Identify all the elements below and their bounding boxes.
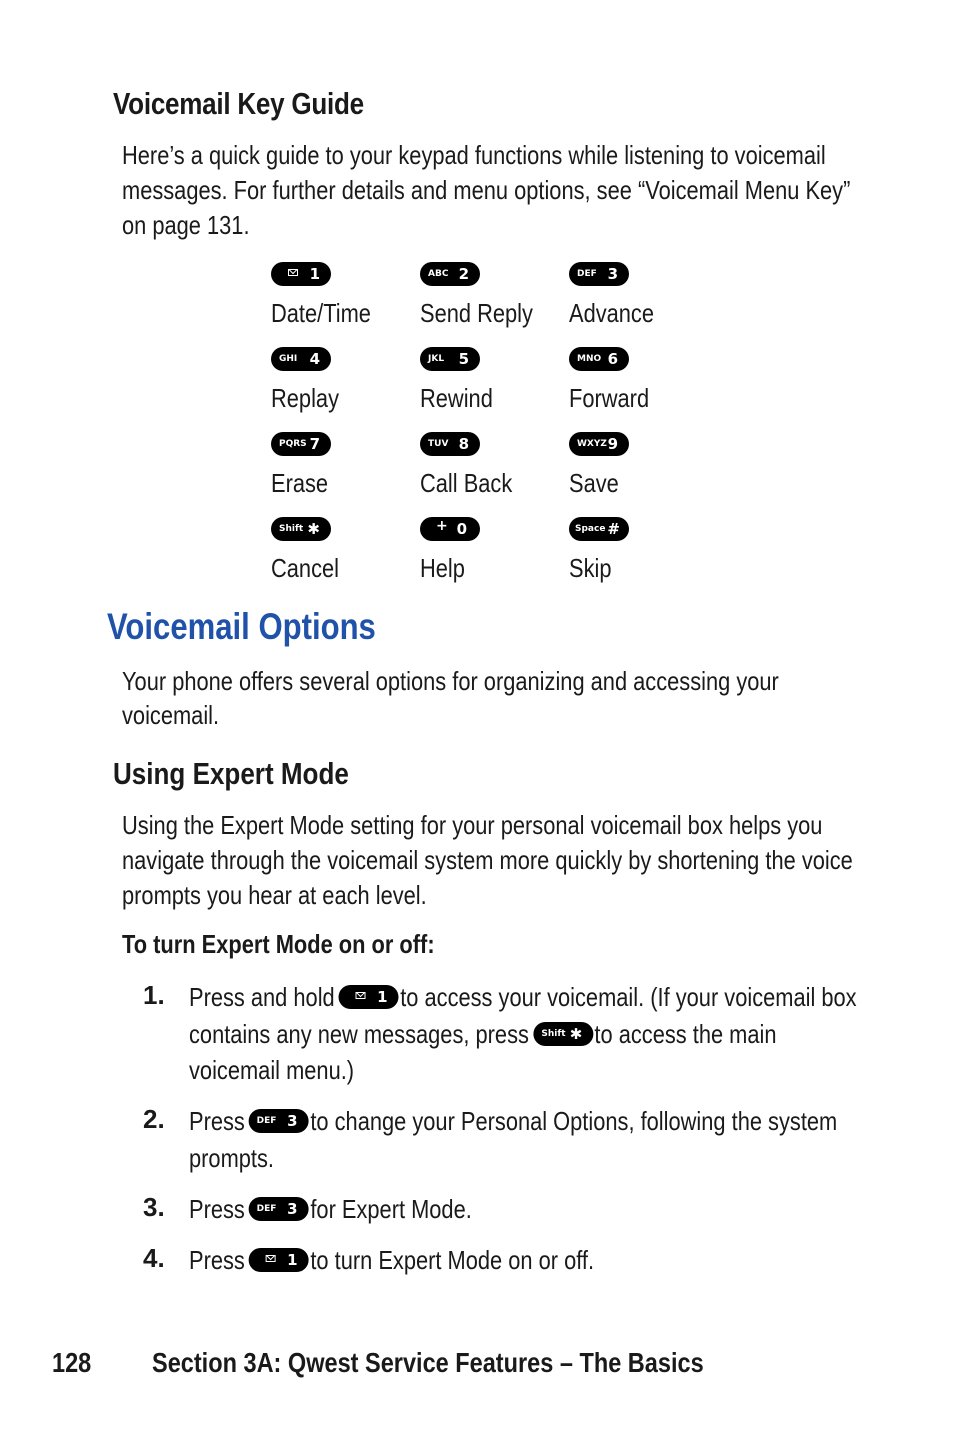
key-2-icon: ABC 2	[420, 262, 480, 286]
key-5-icon: JKL 5	[420, 347, 480, 371]
envelope-icon	[266, 1255, 276, 1262]
section-footer: Section 3A: Qwest Service Features – The Basics	[152, 1347, 704, 1378]
key-1-icon: 1	[249, 1248, 309, 1272]
page-number: 128	[52, 1347, 92, 1378]
step-line	[189, 1243, 594, 1277]
step-text: contains any new messages, press	[189, 1019, 529, 1049]
key-function-label: Send Reply	[420, 298, 533, 328]
key-function-label: Advance	[569, 298, 654, 328]
envelope-icon	[356, 992, 366, 999]
step-line	[189, 980, 857, 1014]
key-function-label: Save	[569, 468, 619, 498]
guide-intro-line: messages. For further details and menu options, see “Voicemail Menu Key”	[122, 175, 851, 205]
step-line: prompts.	[189, 1143, 274, 1173]
step-number: 4.	[143, 1243, 165, 1273]
step-number: 3.	[143, 1192, 165, 1222]
expert-intro-line: prompts you hear at each level.	[122, 880, 427, 910]
step-number: 1.	[143, 980, 165, 1010]
key-pound-icon: Space #	[569, 517, 629, 541]
key-0-icon: + 0	[420, 517, 480, 541]
step-text: for Expert Mode.	[310, 1194, 472, 1224]
key-3-icon: DEF 3	[249, 1197, 309, 1221]
key-function-label: Call Back	[420, 468, 513, 498]
options-intro-line: Your phone offers several options for organizing and accessing your	[122, 666, 779, 696]
key-1-icon: 1	[339, 985, 399, 1009]
section-heading-voicemail-options: Voicemail Options	[107, 606, 376, 647]
key-3-icon: DEF 3	[249, 1109, 309, 1133]
key-function-label: Help	[420, 553, 465, 583]
key-function-label: Rewind	[420, 383, 493, 413]
step-text: to access the main	[594, 1019, 777, 1049]
step-line	[189, 1104, 837, 1138]
procedure-heading: To turn Expert Mode on or off:	[122, 929, 435, 959]
subsection-heading-expert-mode: Using Expert Mode	[113, 756, 349, 791]
step-line	[189, 1017, 777, 1051]
step-number: 2.	[143, 1104, 165, 1134]
expert-intro-line: navigate through the voicemail system more quickly by shortening the voice	[122, 845, 853, 875]
step-text: Press	[189, 1106, 245, 1136]
key-9-icon: WXYZ 9	[569, 432, 629, 456]
section-heading-key-guide: Voicemail Key Guide	[113, 86, 364, 121]
key-star-icon: Shift ✱	[271, 517, 331, 541]
options-intro-line: voicemail.	[122, 700, 220, 730]
key-8-icon: TUV 8	[420, 432, 480, 456]
key-7-icon: PQRS 7	[271, 432, 331, 456]
step-line: voicemail menu.)	[189, 1055, 355, 1085]
step-text: to turn Expert Mode on or off.	[310, 1245, 595, 1275]
step-text: Press and hold	[189, 982, 335, 1012]
expert-intro-line: Using the Expert Mode setting for your personal voicemail box helps you	[122, 810, 823, 840]
key-1-icon: 1	[271, 262, 331, 286]
envelope-icon	[288, 269, 298, 276]
guide-intro-line: Here’s a quick guide to your keypad functions while listening to voicemail	[122, 140, 826, 170]
key-function-label: Replay	[271, 383, 339, 413]
key-6-icon: MNO 6	[569, 347, 629, 371]
step-text: Press	[189, 1194, 245, 1224]
key-function-label: Cancel	[271, 553, 339, 583]
key-function-label: Date/Time	[271, 298, 371, 328]
step-text: to change your Personal Options, following the system	[310, 1106, 838, 1136]
key-function-label: Skip	[569, 553, 612, 583]
step-text: to access your voicemail. (If your voicemail box	[400, 982, 857, 1012]
key-star-icon: Shift ✱	[533, 1022, 593, 1046]
step-line	[189, 1192, 472, 1226]
key-3-icon: DEF 3	[569, 262, 629, 286]
key-function-label: Forward	[569, 383, 650, 413]
key-function-label: Erase	[271, 468, 329, 498]
key-4-icon: GHI 4	[271, 347, 331, 371]
step-text: Press	[189, 1245, 245, 1275]
guide-intro-line: on page 131.	[122, 210, 250, 240]
